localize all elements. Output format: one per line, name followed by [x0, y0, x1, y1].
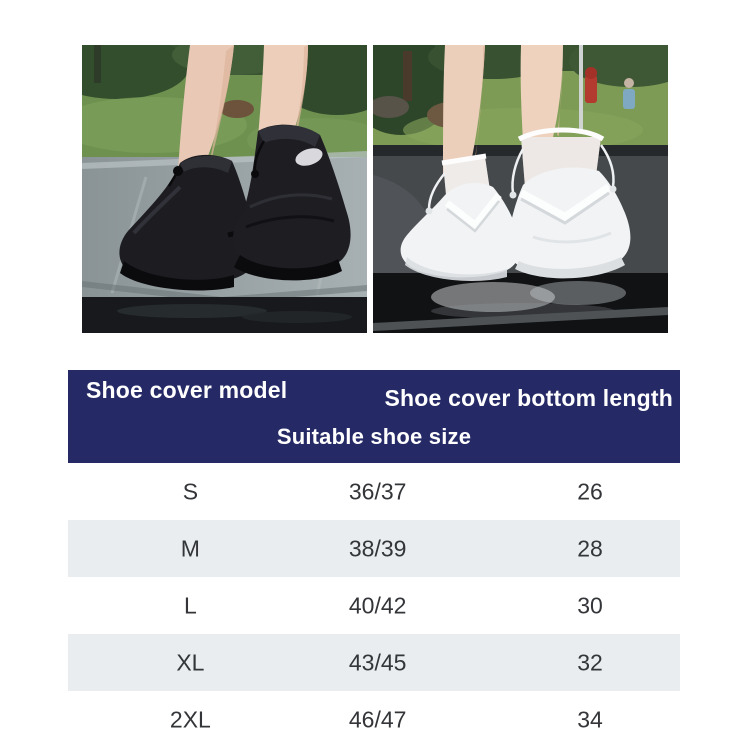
- bottom-length-cell: 28: [577, 535, 603, 561]
- table-row-2xl: [68, 691, 680, 748]
- header-bottom-length: Shoe cover bottom length: [384, 385, 673, 411]
- header-suitable-shoe-size: Suitable shoe size: [276, 424, 472, 449]
- model-cell: S: [182, 478, 199, 504]
- shoe-size-cell: 46/47: [348, 706, 407, 732]
- bottom-length-cell: 30: [577, 592, 603, 618]
- size-table-body: [68, 463, 680, 748]
- bottom-length-cell: 26: [577, 478, 603, 504]
- product-photo-black-shoe-covers: [82, 45, 367, 333]
- model-cell: L: [183, 592, 197, 618]
- size-table-header: [68, 370, 680, 463]
- table-row-xl: [68, 634, 680, 691]
- bottom-length-cell: 32: [577, 649, 603, 675]
- table-row-l: [68, 577, 680, 634]
- black-covers-illustration: [82, 45, 367, 333]
- model-cell: XL: [176, 649, 205, 675]
- product-photo-white-shoe-covers: [373, 45, 668, 333]
- shoe-size-cell: 36/37: [348, 478, 407, 504]
- model-cell: M: [180, 535, 200, 561]
- table-row-s: [68, 463, 680, 520]
- model-cell: 2XL: [169, 706, 211, 732]
- header-shoe-cover-model: Shoe cover model: [86, 377, 288, 403]
- table-row-m: [68, 520, 680, 577]
- shoe-size-cell: 43/45: [348, 649, 407, 675]
- white-covers-illustration: [373, 45, 668, 333]
- shoe-size-cell: 40/42: [348, 592, 407, 618]
- shoe-size-cell: 38/39: [348, 535, 407, 561]
- bottom-length-cell: 34: [577, 706, 603, 732]
